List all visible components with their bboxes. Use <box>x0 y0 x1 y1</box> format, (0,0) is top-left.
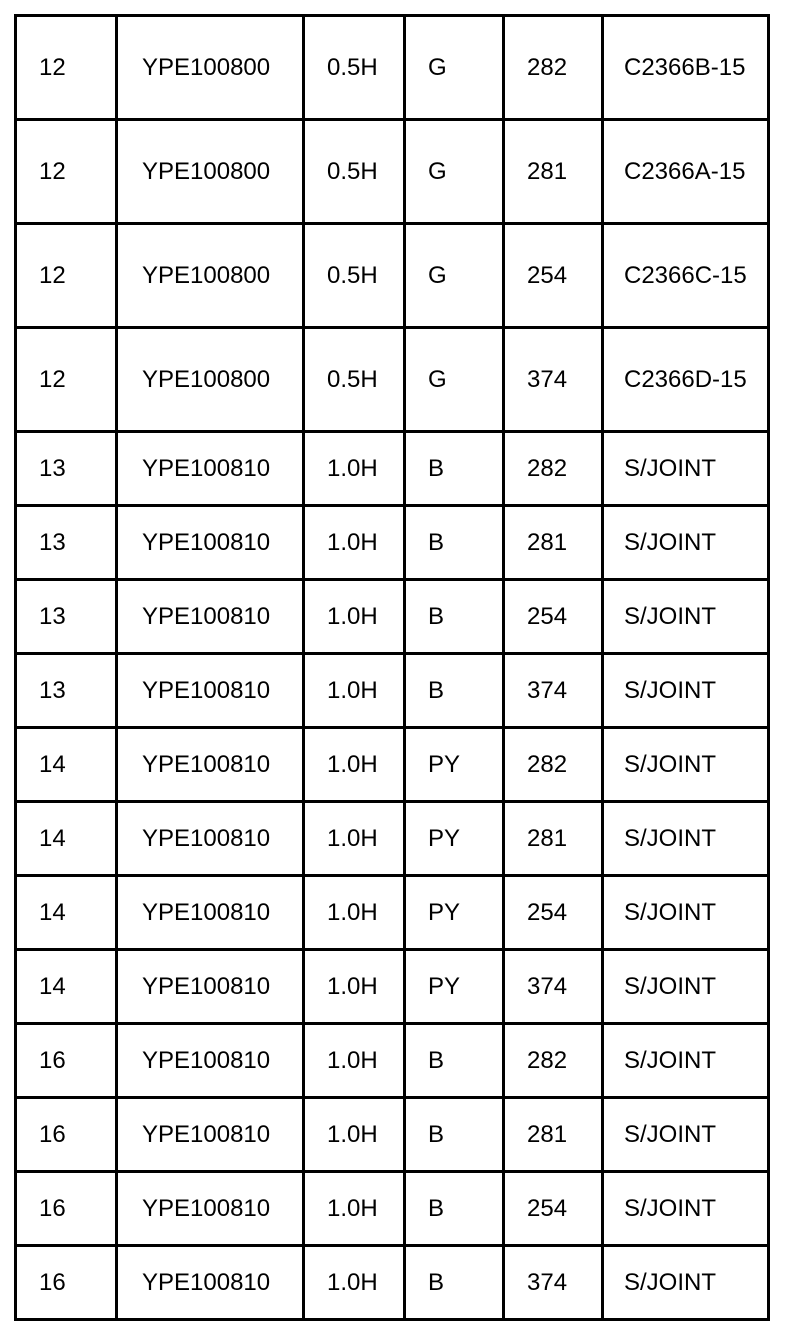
position-cell: 282 <box>504 16 603 120</box>
table-row <box>16 1246 769 1320</box>
length-cell: 1.0H <box>304 1172 405 1246</box>
part-code-cell: YPE100810 <box>117 1246 304 1320</box>
part-code-cell: YPE100810 <box>117 1172 304 1246</box>
item-number-cell: 13 <box>16 580 117 654</box>
length-cell: 0.5H <box>304 328 405 432</box>
table-row <box>16 328 769 432</box>
part-code-cell: YPE100800 <box>117 120 304 224</box>
item-number-cell: 16 <box>16 1172 117 1246</box>
length-cell: 1.0H <box>304 654 405 728</box>
length-cell: 1.0H <box>304 728 405 802</box>
position-cell: 254 <box>504 580 603 654</box>
table-row <box>16 950 769 1024</box>
length-cell: 0.5H <box>304 120 405 224</box>
length-cell: 1.0H <box>304 580 405 654</box>
color-code-cell: PY <box>405 802 504 876</box>
color-code-cell: B <box>405 1024 504 1098</box>
length-cell: 1.0H <box>304 1246 405 1320</box>
table-row <box>16 1098 769 1172</box>
item-number-cell: 13 <box>16 432 117 506</box>
length-cell: 1.0H <box>304 506 405 580</box>
length-cell: 0.5H <box>304 224 405 328</box>
data-table <box>14 14 770 1321</box>
item-number-cell: 16 <box>16 1098 117 1172</box>
table-row <box>16 120 769 224</box>
color-code-cell: B <box>405 1246 504 1320</box>
table-body <box>16 16 769 1320</box>
table-row <box>16 506 769 580</box>
item-number-cell: 14 <box>16 802 117 876</box>
reference-cell: S/JOINT <box>603 802 769 876</box>
position-cell: 254 <box>504 224 603 328</box>
part-code-cell: YPE100800 <box>117 16 304 120</box>
table-row <box>16 654 769 728</box>
table-row <box>16 16 769 120</box>
item-number-cell: 13 <box>16 654 117 728</box>
reference-cell: S/JOINT <box>603 728 769 802</box>
part-code-cell: YPE100810 <box>117 728 304 802</box>
part-code-cell: YPE100810 <box>117 580 304 654</box>
part-code-cell: YPE100810 <box>117 876 304 950</box>
item-number-cell: 16 <box>16 1024 117 1098</box>
item-number-cell: 12 <box>16 120 117 224</box>
reference-cell: S/JOINT <box>603 1246 769 1320</box>
part-code-cell: YPE100810 <box>117 1098 304 1172</box>
length-cell: 1.0H <box>304 1024 405 1098</box>
part-code-cell: YPE100810 <box>117 432 304 506</box>
position-cell: 282 <box>504 1024 603 1098</box>
position-cell: 254 <box>504 876 603 950</box>
part-code-cell: YPE100800 <box>117 224 304 328</box>
position-cell: 282 <box>504 432 603 506</box>
reference-cell: S/JOINT <box>603 876 769 950</box>
position-cell: 374 <box>504 950 603 1024</box>
item-number-cell: 14 <box>16 950 117 1024</box>
table-row <box>16 1172 769 1246</box>
color-code-cell: B <box>405 506 504 580</box>
part-code-cell: YPE100810 <box>117 950 304 1024</box>
length-cell: 1.0H <box>304 1098 405 1172</box>
item-number-cell: 12 <box>16 328 117 432</box>
reference-cell: S/JOINT <box>603 580 769 654</box>
color-code-cell: G <box>405 16 504 120</box>
color-code-cell: G <box>405 224 504 328</box>
table-row <box>16 580 769 654</box>
color-code-cell: B <box>405 432 504 506</box>
item-number-cell: 13 <box>16 506 117 580</box>
part-code-cell: YPE100810 <box>117 802 304 876</box>
position-cell: 374 <box>504 328 603 432</box>
position-cell: 374 <box>504 1246 603 1320</box>
table-row <box>16 802 769 876</box>
table-row <box>16 432 769 506</box>
table-row <box>16 1024 769 1098</box>
color-code-cell: B <box>405 580 504 654</box>
color-code-cell: B <box>405 654 504 728</box>
reference-cell: S/JOINT <box>603 432 769 506</box>
table-row <box>16 728 769 802</box>
color-code-cell: PY <box>405 728 504 802</box>
part-code-cell: YPE100810 <box>117 654 304 728</box>
reference-cell: C2366A-15 <box>603 120 769 224</box>
color-code-cell: PY <box>405 876 504 950</box>
color-code-cell: G <box>405 328 504 432</box>
part-code-cell: YPE100810 <box>117 1024 304 1098</box>
position-cell: 282 <box>504 728 603 802</box>
table-row <box>16 876 769 950</box>
item-number-cell: 12 <box>16 224 117 328</box>
reference-cell: S/JOINT <box>603 654 769 728</box>
length-cell: 0.5H <box>304 16 405 120</box>
part-code-cell: YPE100810 <box>117 506 304 580</box>
color-code-cell: PY <box>405 950 504 1024</box>
table-row <box>16 224 769 328</box>
part-code-cell: YPE100800 <box>117 328 304 432</box>
reference-cell: C2366C-15 <box>603 224 769 328</box>
color-code-cell: G <box>405 120 504 224</box>
reference-cell: C2366D-15 <box>603 328 769 432</box>
position-cell: 281 <box>504 802 603 876</box>
color-code-cell: B <box>405 1098 504 1172</box>
position-cell: 281 <box>504 506 603 580</box>
length-cell: 1.0H <box>304 432 405 506</box>
reference-cell: S/JOINT <box>603 506 769 580</box>
position-cell: 254 <box>504 1172 603 1246</box>
length-cell: 1.0H <box>304 876 405 950</box>
position-cell: 281 <box>504 120 603 224</box>
color-code-cell: B <box>405 1172 504 1246</box>
reference-cell: C2366B-15 <box>603 16 769 120</box>
item-number-cell: 14 <box>16 728 117 802</box>
length-cell: 1.0H <box>304 802 405 876</box>
item-number-cell: 12 <box>16 16 117 120</box>
position-cell: 374 <box>504 654 603 728</box>
item-number-cell: 14 <box>16 876 117 950</box>
reference-cell: S/JOINT <box>603 1172 769 1246</box>
length-cell: 1.0H <box>304 950 405 1024</box>
reference-cell: S/JOINT <box>603 1024 769 1098</box>
reference-cell: S/JOINT <box>603 1098 769 1172</box>
reference-cell: S/JOINT <box>603 950 769 1024</box>
position-cell: 281 <box>504 1098 603 1172</box>
item-number-cell: 16 <box>16 1246 117 1320</box>
